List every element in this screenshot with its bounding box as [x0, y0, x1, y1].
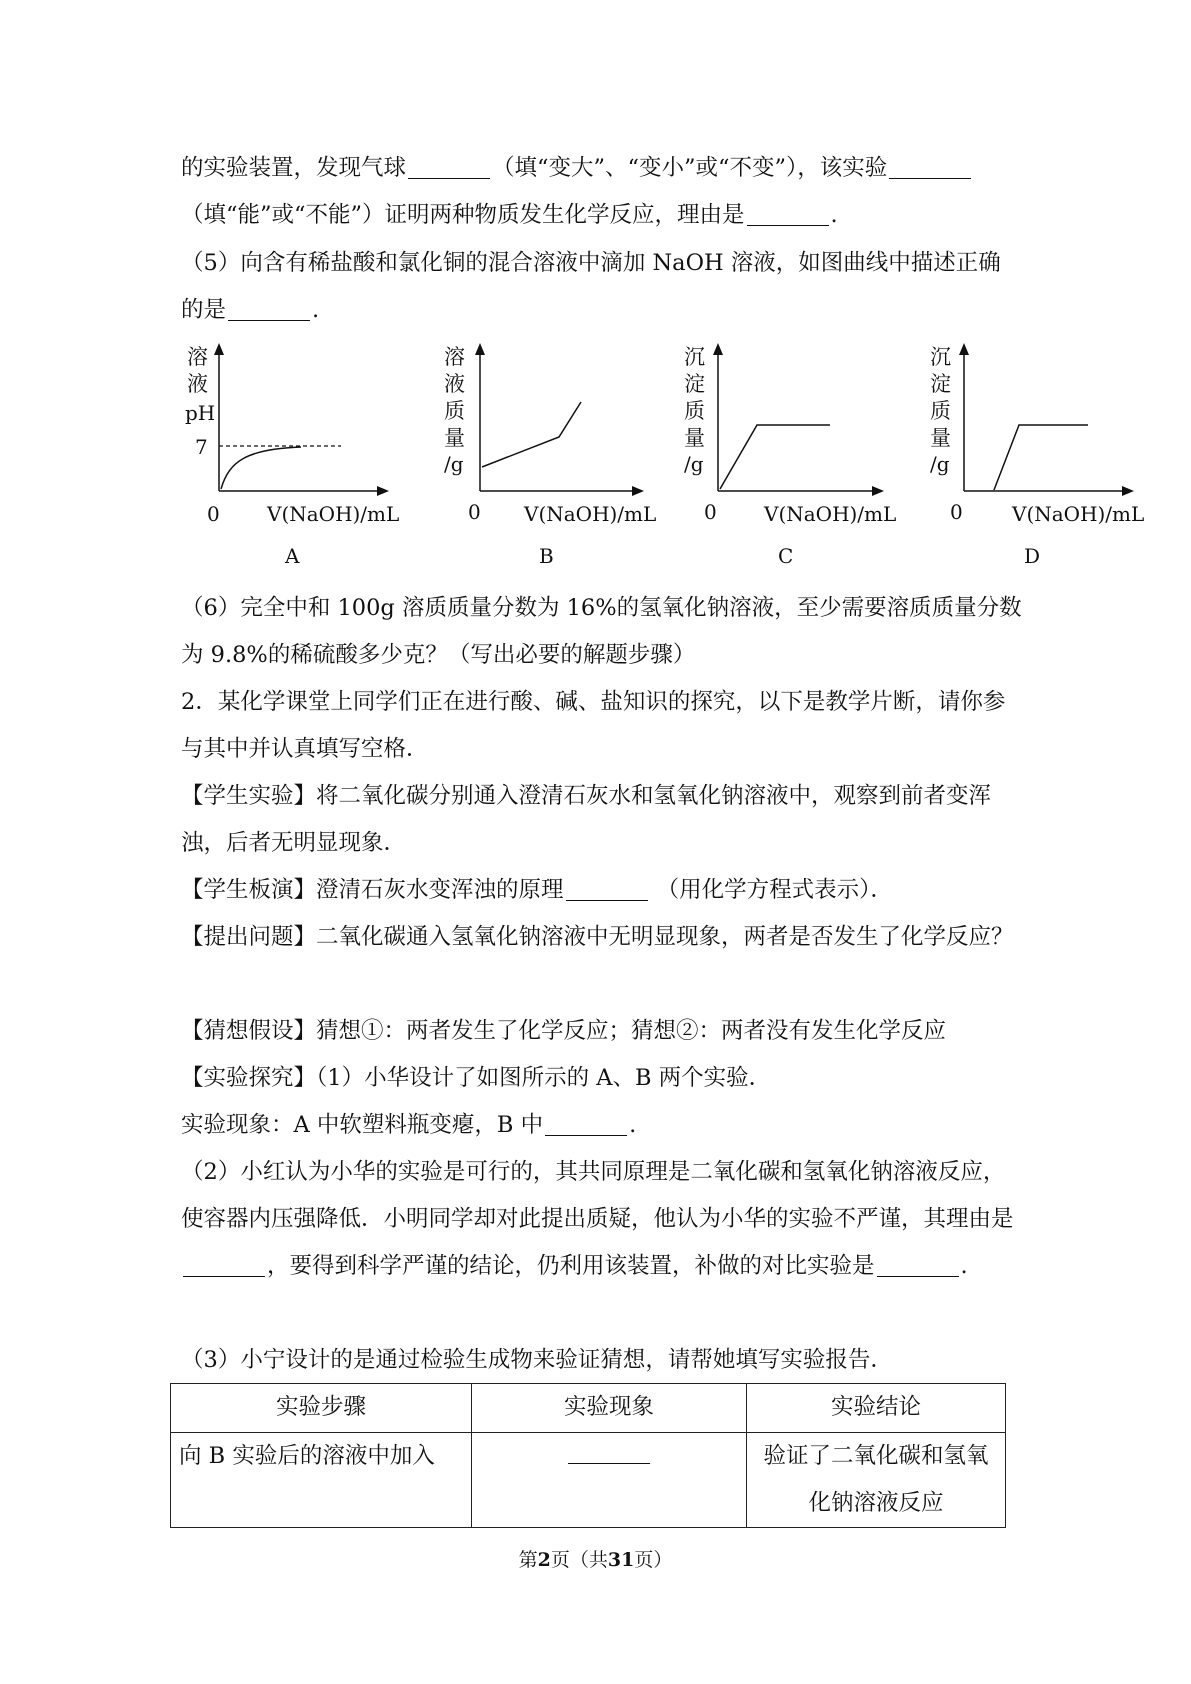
page-footer: 第2页（共31页） [518, 1549, 673, 1571]
answer-blank[interactable] [408, 150, 490, 179]
graph-c-caption: C [778, 544, 794, 568]
paragraph-hypothesis: 【猜想假设】猜想①：两者发生了化学反应；猜想②：两者没有发生化学反应 [181, 1018, 947, 1044]
graph-d [924, 343, 1144, 573]
svg-text:/g: /g [444, 452, 464, 476]
x-axis-arrow [377, 486, 389, 496]
graph-b-ylabel: 溶 [444, 345, 465, 369]
paragraph-q4-continued: 的实验装置，发现气球 （填“变大”、“变小”或“不变”），该实验（填“能”或“不能”）证明两种物质发生化学反应，理由是 . [181, 145, 1023, 239]
y-axis-arrow [713, 343, 723, 355]
graph-c-origin: 0 [704, 500, 717, 524]
paragraph-question-2: 2．某化学课堂上同学们正在进行酸、碱、盐知识的探究，以下是教学片断，请你参与其中并认真填写空格． [181, 689, 1006, 762]
svg-text:/g: /g [930, 452, 950, 476]
svg-text:淀: 淀 [684, 372, 705, 396]
graph-a-curve [221, 447, 301, 489]
answer-blank[interactable] [228, 292, 310, 321]
graph-b-xlabel: V(NaOH)/mL [524, 502, 657, 526]
answer-blank[interactable] [889, 150, 971, 179]
graph-c-ylabel: 沉 [684, 345, 705, 369]
paragraph-experiment-phenomenon: 实验现象：A 中软塑料瓶变瘪，B 中 . [181, 1102, 1023, 1149]
graph-b [438, 343, 658, 573]
svg-text:淀: 淀 [930, 372, 951, 396]
graph-a-origin: 0 [207, 502, 220, 526]
graph-a-xlabel: V(NaOH)/mL [267, 502, 400, 526]
header-conclusion: 实验结论 [747, 1384, 1006, 1433]
paragraph-part-3: （3）小宁设计的是通过检验生成物来验证猜想，请帮她填写实验报告． [181, 1347, 893, 1373]
paragraph-student-demo: 【学生板演】澄清石灰水变浑浊的原理 （用化学方程式表示）． [181, 867, 1023, 914]
y-axis-arrow [214, 343, 224, 355]
answer-blank[interactable] [568, 1433, 650, 1464]
answer-blank[interactable] [747, 197, 829, 226]
paragraph-part-2: （2）小红认为小华的实验是可行的，其共同原理是二氧化碳和氢氧化钠溶液反应，使容器内压强降低．小明同学却对此提出质疑，他认为小华的实验不严谨，其理由是，要得到科学严谨的结论，仍利用该装置，补做的对比实验是 . [181, 1159, 1014, 1279]
graph-d-origin: 0 [950, 500, 963, 524]
answer-blank[interactable] [877, 1248, 959, 1277]
graph-a [181, 343, 401, 573]
answer-blank[interactable] [545, 1107, 627, 1136]
svg-text:量: 量 [684, 426, 705, 450]
svg-text:质: 质 [444, 399, 465, 423]
table-header-row [171, 1384, 1006, 1433]
graph-a-ylabel: 溶 [187, 345, 208, 369]
paragraph-experiment-inquiry: 【实验探究】（1）小华设计了如图所示的 A、B 两个实验． [181, 1065, 772, 1091]
graph-a-caption: A [285, 544, 300, 568]
paragraph-q5: （5）向含有稀盐酸和氯化铜的混合溶液中滴加 NaOH 溶液，如图曲线中描述正确的是 . [181, 250, 1001, 323]
graph-c-curve [720, 425, 830, 489]
page-number: 2 [537, 1549, 551, 1571]
graph-b-caption: B [539, 544, 554, 568]
svg-text:量: 量 [930, 426, 951, 450]
x-axis-arrow [632, 486, 644, 496]
svg-text:质: 质 [930, 399, 951, 423]
graph-d-caption: D [1024, 544, 1041, 568]
answer-blank[interactable] [183, 1248, 265, 1277]
experiment-report-table [170, 1383, 1006, 1528]
header-steps: 实验步骤 [171, 1384, 472, 1433]
y-axis-arrow [475, 343, 485, 355]
svg-text:液: 液 [187, 372, 208, 396]
graph-d-ylabel: 沉 [930, 345, 951, 369]
graph-b-curve [482, 402, 581, 467]
cell-phenomenon [472, 1433, 747, 1528]
graph-a-ref-tick: 7 [195, 435, 208, 459]
svg-text:/g: /g [684, 452, 704, 476]
header-phenomenon: 实验现象 [472, 1384, 747, 1433]
svg-text:pH: pH [185, 401, 216, 425]
paragraph-student-experiment: 【学生实验】将二氧化碳分别通入澄清石灰水和氢氧化钠溶液中，观察到前者变浑浊，后者无明显现象． [181, 783, 992, 856]
y-axis-arrow [959, 343, 969, 355]
graph-options-figure [181, 343, 1145, 573]
x-axis-arrow [1122, 486, 1134, 496]
paragraph-q6: （6）完全中和 100g 溶质质量分数为 16%的氢氧化钠溶液，至少需要溶质质量分数为 9.8%的稀硫酸多少克？（写出必要的解题步骤） [181, 595, 1022, 668]
answer-blank[interactable] [566, 872, 648, 901]
graph-b-origin: 0 [468, 500, 481, 524]
paragraph-question-raised: 【提出问题】二氧化碳通入氢氧化钠溶液中无明显现象，两者是否发生了化学反应？ [181, 924, 1014, 950]
graph-d-xlabel: V(NaOH)/mL [1012, 502, 1145, 526]
svg-text:量: 量 [444, 426, 465, 450]
x-axis-arrow [872, 486, 884, 496]
table-row [171, 1433, 1006, 1528]
graph-d-curve [994, 425, 1088, 490]
svg-text:质: 质 [684, 399, 705, 423]
cell-step: 向 B 实验后的溶液中加入 [171, 1433, 472, 1528]
total-pages: 31 [607, 1549, 635, 1571]
graph-c-xlabel: V(NaOH)/mL [764, 502, 897, 526]
graph-c [678, 343, 898, 573]
svg-text:液: 液 [444, 372, 465, 396]
cell-conclusion: 验证了二氧化碳和氢氧化钠溶液反应 [747, 1433, 1006, 1528]
